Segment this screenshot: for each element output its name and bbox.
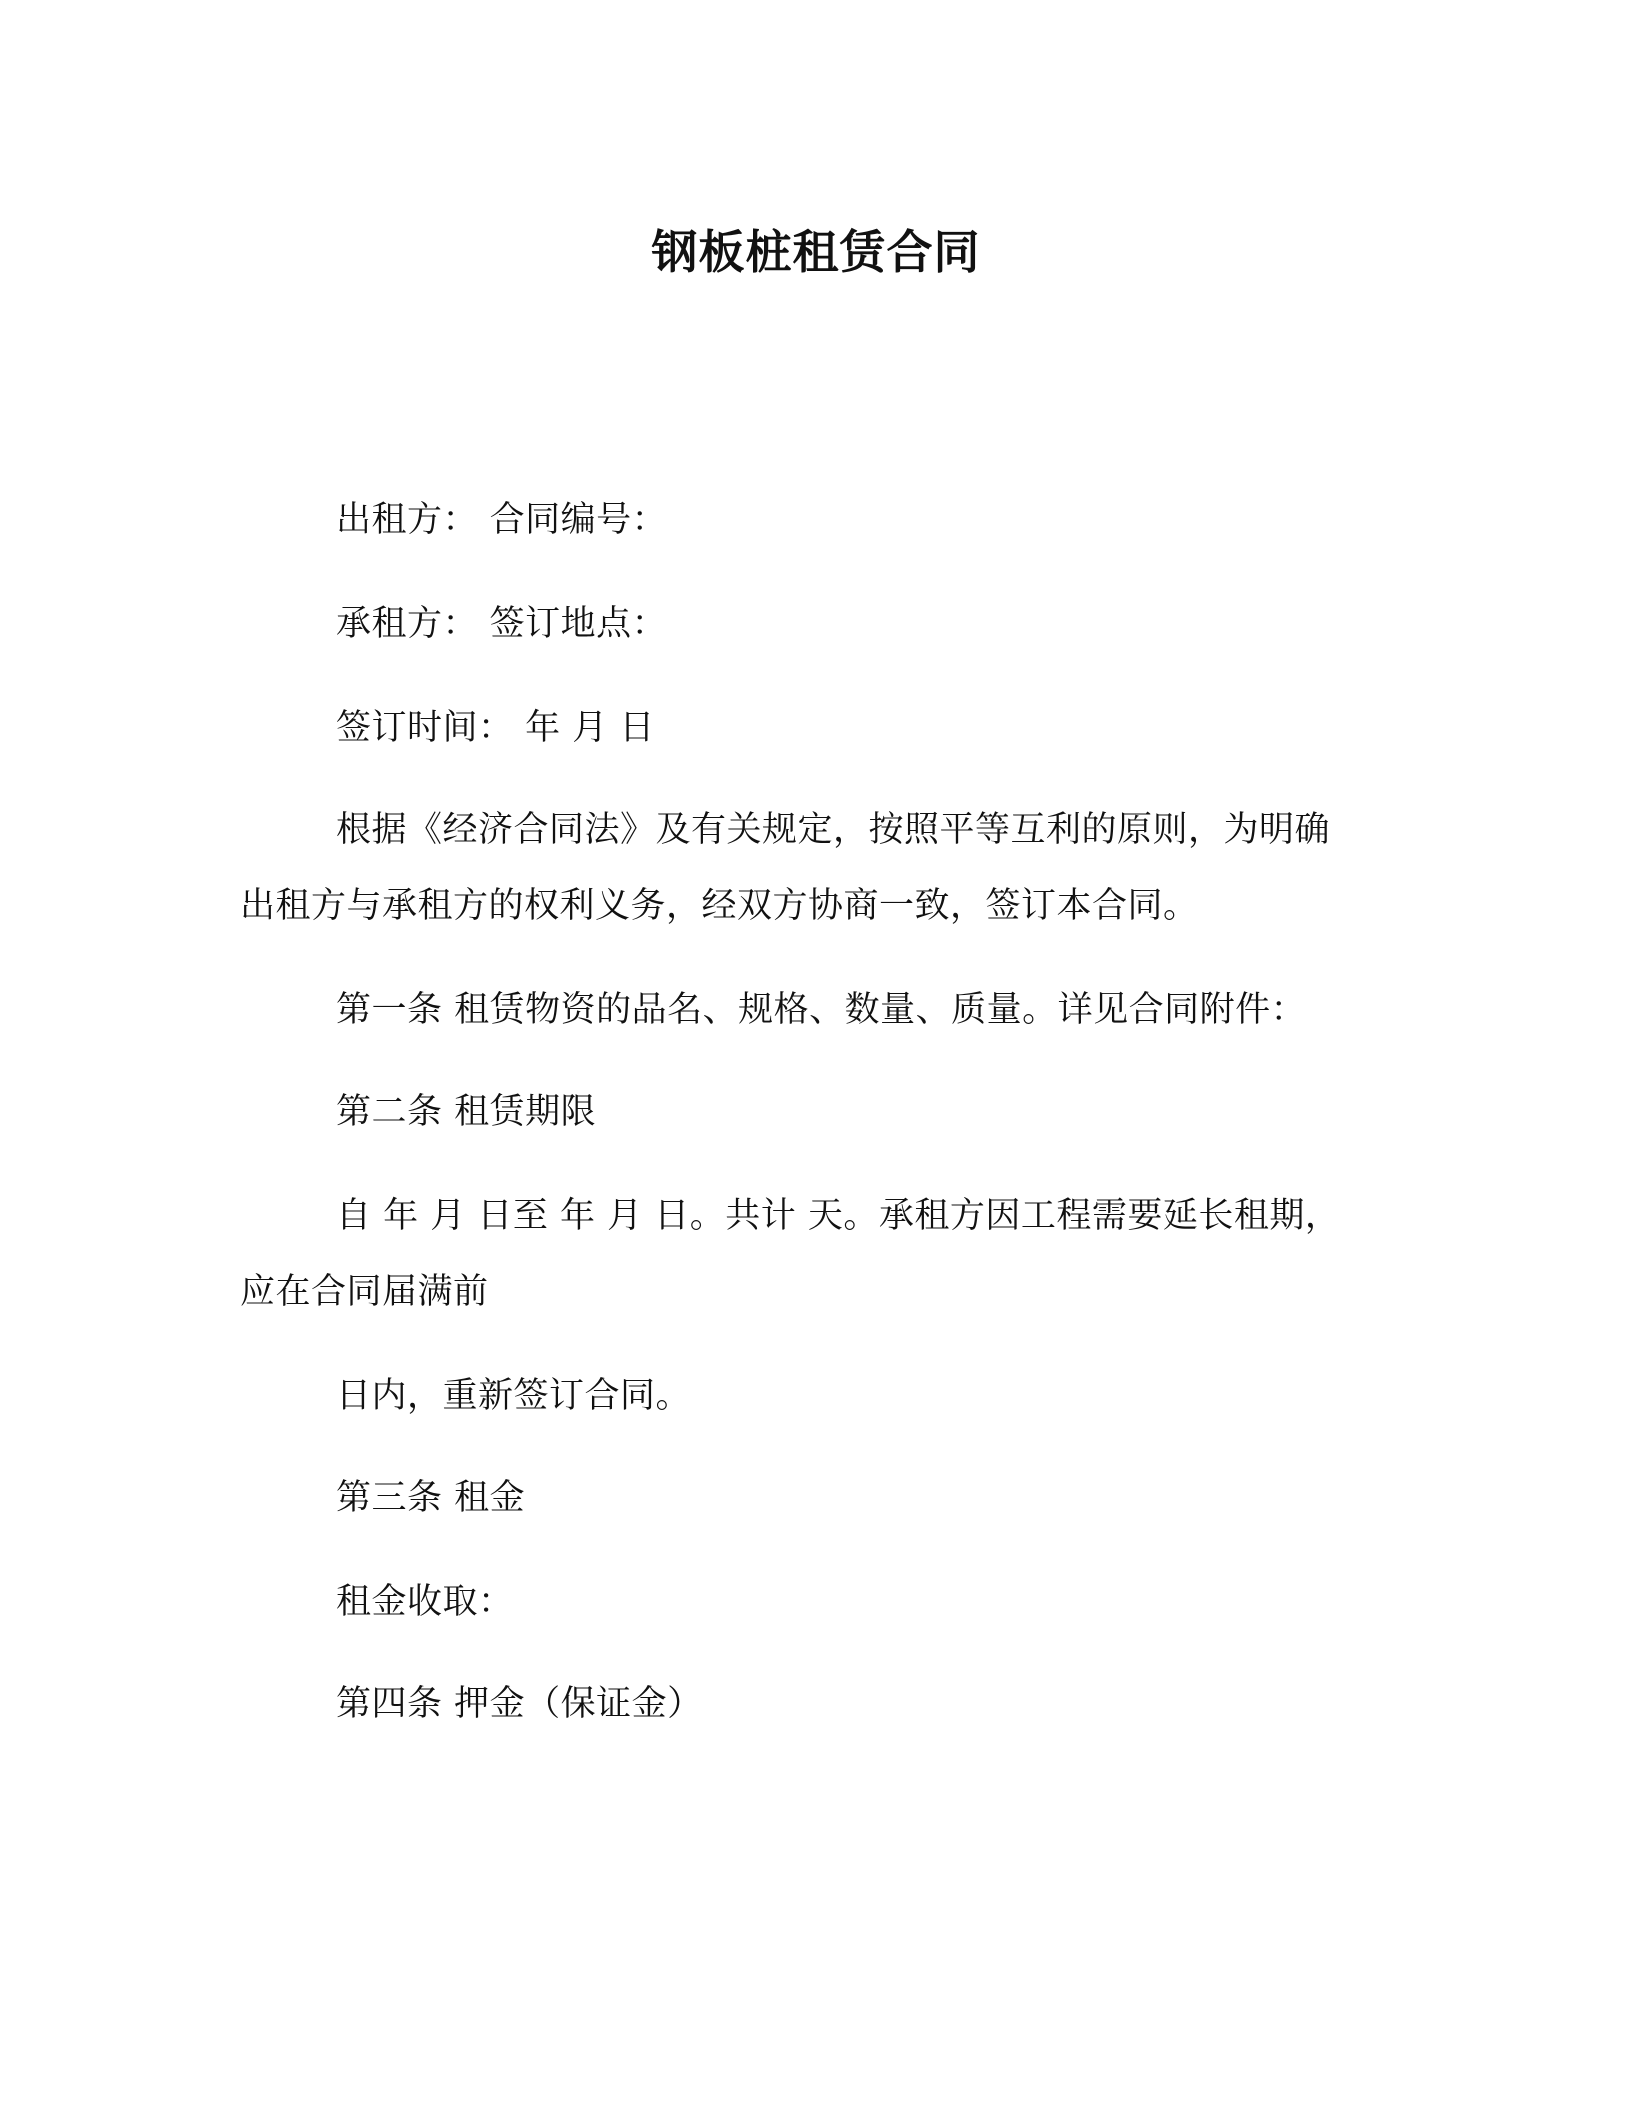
document-title: 钢板桩租赁合同 — [651, 225, 981, 279]
lessor-contract-number-line: 出租方： 合同编号： — [336, 500, 668, 540]
lease-term-line-2: 应在合同届满前 — [240, 1272, 489, 1312]
article-1: 第一条 租赁物资的品名、规格、数量、质量。详见合同附件： — [336, 990, 1307, 1030]
preamble-line-1: 根据《经济合同法》及有关规定，按照平等互利的原则，为明确 — [336, 810, 1331, 850]
rent-collection-line: 租金收取： — [336, 1582, 514, 1622]
article-2-heading: 第二条 租赁期限 — [336, 1092, 597, 1132]
lease-term-line-3: 日内，重新签订合同。 — [336, 1376, 692, 1416]
preamble-line-2: 出租方与承租方的权利义务，经双方协商一致，签订本合同。 — [240, 886, 1199, 926]
signing-date-line: 签订时间： 年 月 日 — [336, 708, 655, 748]
lease-term-line-1: 自 年 月 日至 年 月 日。共计 天。承租方因工程需要延长租期， — [336, 1196, 1341, 1236]
article-3-heading: 第三条 租金 — [336, 1478, 526, 1518]
article-4-heading: 第四条 押金（保证金） — [336, 1684, 703, 1724]
lessee-signing-place-line: 承租方： 签订地点： — [336, 604, 668, 644]
